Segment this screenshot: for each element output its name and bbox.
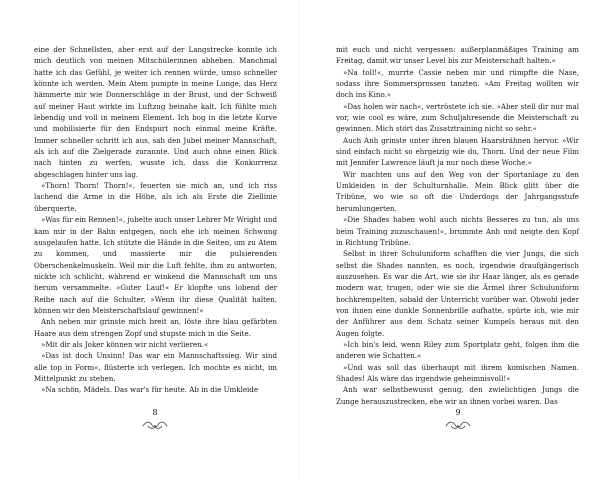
paragraph: »Mit dir als Joker können wir nicht verlieren.« — [41, 339, 209, 349]
left-page-text — [34, 44, 277, 396]
paragraph: mit euch und nicht vergessen: außerplanmäßiges Training am Freitag, damit wir unser Level bis zur Meisterschaft halten.« — [336, 45, 579, 66]
flourish-ornament-icon — [142, 420, 168, 430]
paragraph: »Na schön, Mädels. Das war's für heute. Ab in die Umkleide — [41, 385, 259, 395]
paragraph: »Die Shades haben wohl auch nichts Besseres zu tun, als uns beim Training zuzuschauen!«, brummte Anh und neigte den Kopf in Richtung Tribüne. — [336, 215, 579, 247]
paragraph: »Thorn! Thorn! Thorn!«, feuerten sie mich an, und ich riss lachend die Arme in die Höhe, als ich als Erste die Ziellinie überquerte. — [34, 181, 277, 213]
paragraph: »Na toll!«, murrte Cassie neben mir und rümpfte die Nase, sodass ihre Sommersprossen tanzten. »Am Freitag wollten wir doch ins Kino.« — [336, 67, 579, 100]
paragraph: Selbst in ihrer Schuluniform schafften die vier Jungs, die sich selbst die Shades nannten, es noch, irgendwie draufgängerisch auszusehen. Es war die Art, wie sie ihr Haar länger, als es gerade modern war, trugen, oder wie sie die Ärmel ihrer Schuluniform hochkrempelten, sobald der Unterricht vorüber war. Obwohl jeder von ihnen eine dunkle Sonnenbrille aufhatte, spürte ich, wie mir der Anführer aus dem Schatz seiner Kumpels heraus mit den Augen folgte. — [336, 249, 579, 338]
paragraph: »Ich bin's leid, wenn Riley zum Sportplatz geht, folgen ihm die anderen wie Schatten.« — [336, 339, 579, 361]
paragraph: »Und was soll das überhaupt mit ihrem komischen Namen. Shades! Als wäre das irgendwie geheimnisvoll!« — [336, 362, 579, 383]
paragraph: eine der Schnellsten, aber erst auf der Langstrecke konnte ich mich deutlich von meinen Mitschülerinnen abheben. Manchmal hatte ich das Gefühl, je weiter ich rennen würde, umso schneller könnte ich werden. Mein Atem pumpte in meine Lunge, das Herz hämmerte mir wie Donnerschläge in der Brust, und der Schweiß auf meiner Haut wirkte im Luftzug beinahe kalt. Ich fühlte mich lebendig und voll in meinem Element. Ich bog in die letzte Kurve und mobilisierte für den Endspurt noch einmal meine Kräfte. Immer schneller schritt ich aus, sah den Jubel meiner Mannschaft, als ich auf die Zielgerade zurannte. Und auch ohne einen Blick nach hinten zu werfen, wusste ich, dass die Konkurrenz abgeschlagen hinter uns lag. — [34, 45, 277, 179]
paragraph: Anh neben mir grinste mich breit an, löste ihre blau gefärbten Haare aus dem strengen Zopf und stupste mich in die Seite. — [34, 317, 277, 338]
flourish-ornament-icon — [445, 420, 471, 430]
page-number: 8 — [152, 408, 158, 417]
paragraph: »Das ist doch Unsinn! Das war ein Mannschaftssieg. Wir sind alle top in Form«, flüsterte ich verlegen. Ich mochte es nicht, im Mittelpunkt zu stehen. — [34, 351, 277, 383]
paragraph: Auch Anh grinste unter ihren blauen Haarsträhnen hervor. »Wir sind einfach nicht so ehrgeizig wie du, Thorn. Und der neue Film mit Jennifer Lawrence läuft ja nur noch diese Woche.« — [336, 135, 579, 168]
right-page — [300, 0, 600, 478]
paragraph: »Das holen wir nach«, vertröstete ich sie. »Aber stell dir nur mal vor, wie cool es wäre, zum Schuljahresende die Meisterschaft zu gewinnen. Mich stört das Zusatztraining nicht so sehr.« — [336, 101, 579, 134]
paragraph: »Was für ein Rennen!«, jubelte auch unser Lehrer Mr Wright und kam mir in der Bahn entgegen, noch ehe ich meinen Schwung ausgelaufen hatte. Ich stützte die Hände in die Seiten, um zu Atem zu kommen, und massierte mir die pulsierenden Oberschenkelmuskeln. Weil mir die Luft fehlte, ihm zu antworten, nickte ich schlicht, während er winkend die Mannschaft um uns herum versammelte. »Guter Lauf!« Er klopfte uns lobend der Reihe nach auf die Schulter. »Wenn ihr diese Qualität halten, können wir den Meisterschaftslauf gewinnen!« — [34, 215, 277, 315]
right-page-text — [336, 44, 579, 407]
paragraph: Anh war selbstbewusst genug, den zwielichtigen Jungs die Zunge herauszustrecken, ehe wir an ihnen vorbei waren. Das — [336, 385, 579, 406]
paragraph: Wir machten uns auf den Weg von der Sportanlage zu den Umkleiden in der Schulturnhalle. Mein Blick glitt über die Tribüne, wo wie so oft die Underdogs der Jahrgangsstufe herumlungerten. — [336, 169, 579, 213]
page-number: 9 — [455, 408, 461, 417]
